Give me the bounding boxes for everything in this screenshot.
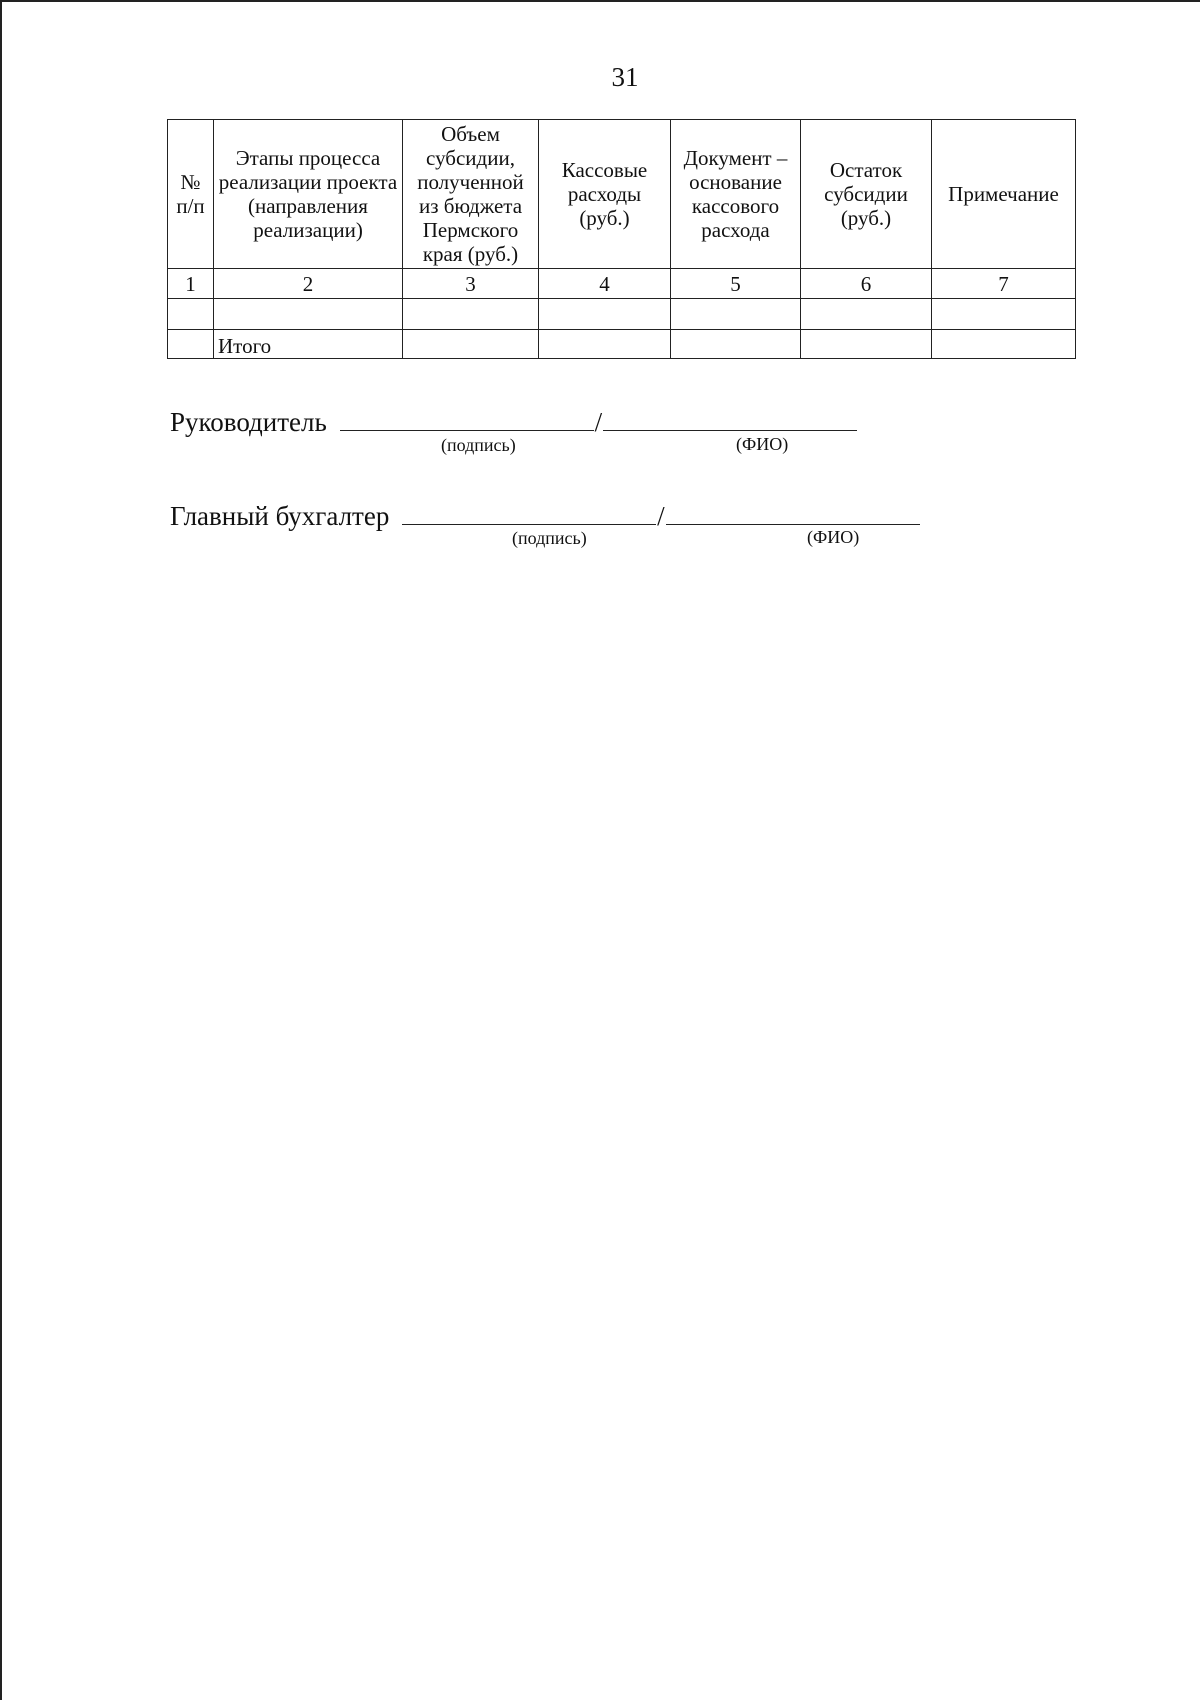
column-number: 7: [932, 269, 1076, 299]
column-number: 1: [168, 269, 214, 299]
head-label: Руководитель: [170, 407, 327, 437]
column-number: 2: [214, 269, 403, 299]
table-cell: [932, 330, 1076, 359]
page-number: 31: [611, 62, 639, 92]
header-cash-expenses: Кассовые расходы (руб.): [539, 120, 671, 269]
table-cell: [801, 330, 932, 359]
chief-accountant-label: Главный бухгалтер: [170, 501, 390, 531]
table-cell: [671, 330, 801, 359]
table-cell: [801, 299, 932, 330]
signature-separator: /: [594, 407, 603, 437]
table-cell: [539, 299, 671, 330]
head-name-field: [603, 404, 857, 431]
chief-accountant-signature-caption: (подпись): [512, 528, 587, 548]
chief-accountant-name-field: [666, 498, 920, 525]
table-cell: [671, 299, 801, 330]
header-number: № п/п: [168, 120, 214, 269]
table-cell: [168, 299, 214, 330]
table-cell: [214, 299, 403, 330]
table-cell: [168, 330, 214, 359]
header-basis-document: Документ – основание кассового расхода: [671, 120, 801, 269]
total-row: [168, 330, 1076, 359]
head-signature-field: [340, 404, 594, 431]
head-signature-line: [170, 404, 857, 438]
scan-edge-top: [0, 0, 1200, 2]
column-number: 6: [801, 269, 932, 299]
table-row: [168, 299, 1076, 330]
chief-accountant-name-caption: (ФИО): [807, 527, 860, 547]
table-cell: [932, 299, 1076, 330]
header-subsidy-balance: Остаток субсидии (руб.): [801, 120, 932, 269]
table-header-row: [168, 120, 1076, 269]
signature-separator: /: [657, 501, 665, 531]
total-label: Итого: [214, 330, 403, 359]
table-cell: [403, 330, 539, 359]
scan-edge-left: [0, 0, 2, 1700]
subsidy-report-table: [167, 119, 1076, 359]
table-cell: [539, 330, 671, 359]
header-subsidy-volume: Объем субсидии, полученной из бюджета Пермского края (руб.): [403, 120, 539, 269]
column-number: 5: [671, 269, 801, 299]
column-number: 4: [539, 269, 671, 299]
head-name-caption: (ФИО): [736, 434, 789, 454]
column-number-row: [168, 269, 1076, 299]
header-note: Примечание: [932, 120, 1076, 269]
head-signature-caption: (подпись): [441, 435, 516, 455]
header-stages: Этапы процесса реализации проекта (направления реализации): [214, 120, 403, 269]
chief-accountant-signature-field: [402, 498, 656, 525]
table-cell: [403, 299, 539, 330]
column-number: 3: [403, 269, 539, 299]
